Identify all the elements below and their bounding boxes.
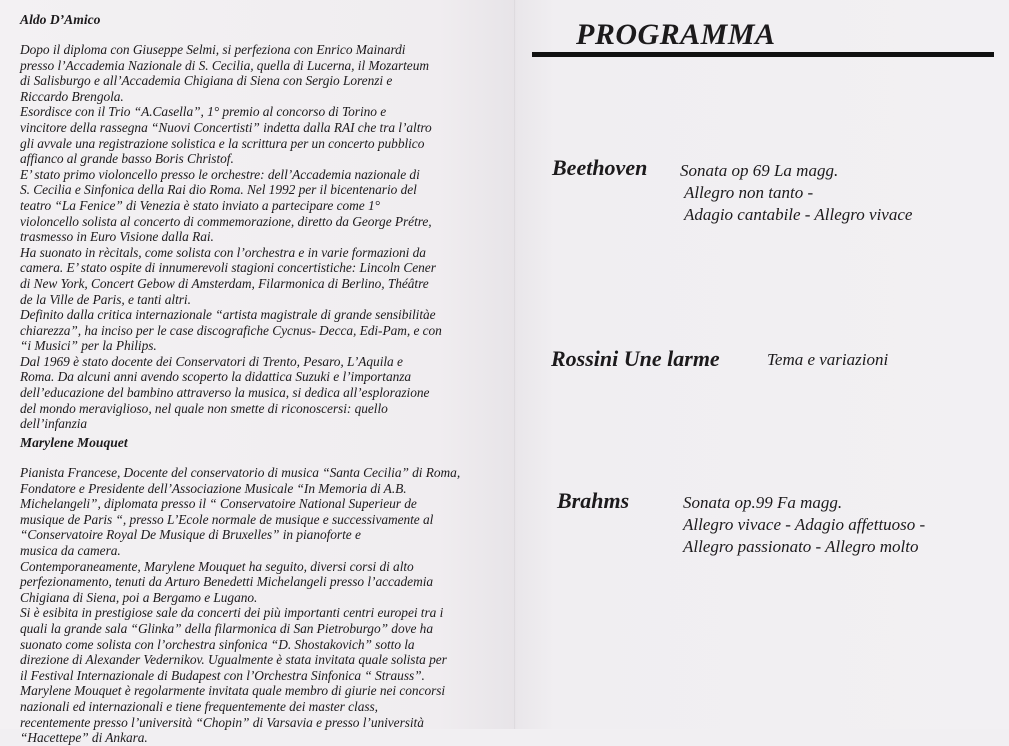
- title-rule: [532, 52, 994, 57]
- programma-title: PROGRAMMA: [576, 18, 776, 51]
- work-brahms: Sonata op.99 Fa magg. Allegro vivace - Adagio affettuoso - Allegro passionato - Allegro molto: [683, 493, 926, 556]
- bio-name-aldo-damico: Aldo D’Amico: [20, 12, 101, 27]
- composer-beethoven: Beethoven: [552, 155, 648, 180]
- page-fold: [514, 0, 516, 729]
- composer-rossini: Rossini Une larme: [551, 346, 720, 371]
- bio-text-marylene-mouquet: Pianista Francese, Docente del conservatorio di musica “Santa Cecilia” di Roma, Fondatore e Presidente dell’Associazione Musicale “In Memoria di A.B. Michelangeli”, diplomata presso il “ Conservatoire National Superieur de musique de Paris “, presso L’Ecole normale de musique e successivamente al “Conservatoire Royal De Musique di Bruxelles” in pianoforte e musica da camera. Contemporaneamente, Marylene Mouquet ha seguito, diversi corsi di alto perfezionamento, tenuti da Arturo Benedetti Michelangeli presso l’accademia Chigiana di Siena, poi a Bergamo e Lugano. Si è esibita in prestigiose sale da concerti dei più importanti centri europei tra i quali la grande sala “Glinka” della filarmonica di San Pietroburgo” dove ha suonato come solista con l’orchestra sinfonica “D. Shostakovich” sotto la direzione di Alexander Vedernikov. Ugualmente è stata invitata quale solista per il Festival Internazionale di Budapest con l’Orchestra Sinfonica “ Strauss”. Marylene Mouquet è regolarmente invitata quale membro di giurie nei concorsi nazionali ed internazionali e tiene frequentemente dei master class, recentemente presso l’università “Chopin” di Varsavia e presso l’università “Hacettepe” di Ankara.: [20, 465, 461, 746]
- bio-name-marylene-mouquet: Marylene Mouquet: [20, 435, 128, 450]
- composer-brahms: Brahms: [557, 488, 630, 513]
- work-rossini: Tema e variazioni: [767, 350, 889, 369]
- bio-text-aldo-damico: Dopo il diploma con Giuseppe Selmi, si perfeziona con Enrico Mainardi presso l’Accademia Nazionale di S. Cecilia, quella di Lucerna, il Mozarteum di Salisburgo e all’Accademia Chigiana di Siena con Sergio Lorenzi e Riccardo Brengola. Esordisce con il Trio “A.Casella”, 1° premio al concorso di Torino e vincitore della rassegna “Nuovi Concertisti” indetta dalla RAI che tra l’altro gli avvale una registrazione solistica e la scrittura per un concerto pubblico affianco al grande basso Boris Christof. E’ stato primo violoncello presso le orchestre: dell’Accademia nazionale di S. Cecilia e Sinfonica della Rai dio Roma. Nel 1992 per il bicentenario del teatro “La Fenice” di Venezia è stato inviato a partecipare come 1° violoncello solista al concerto di commemorazione, diretto da George Prétre, trasmesso in Euro Visione dalla Rai. Ha suonato in rècitals, come solista con l’orchestra e in varie formazioni da camera. E’ stato ospite di innumerevoli stagioni concertistiche: Lincoln Cener di New York, Concert Gebow di Amsterdam, Filarmonica di Berlino, Théâtre de la Ville de Paris, e tanti altri. Definito dalla critica internazionale “artista magistrale di grande sensibilitàe chiarezza”, ha inciso per le case discografiche Cycnus- Decca, Edi-Pam, e con “i Musici” per la Philips. Dal 1969 è stato docente dei Conservatori di Trento, Pesaro, L’Aquila e Roma. Da alcuni anni avendo scoperto la didattica Suzuki e l’importanza dell’educazione del bambino attraverso la musica, si dedica all’esplorazione del mondo meraviglioso, nel quale non smette di riconoscersi: quello dell’infanzia: [20, 42, 442, 432]
- work-beethoven: Sonata op 69 La magg. Allegro non tanto - Adagio cantabile - Allegro vivace: [680, 161, 913, 224]
